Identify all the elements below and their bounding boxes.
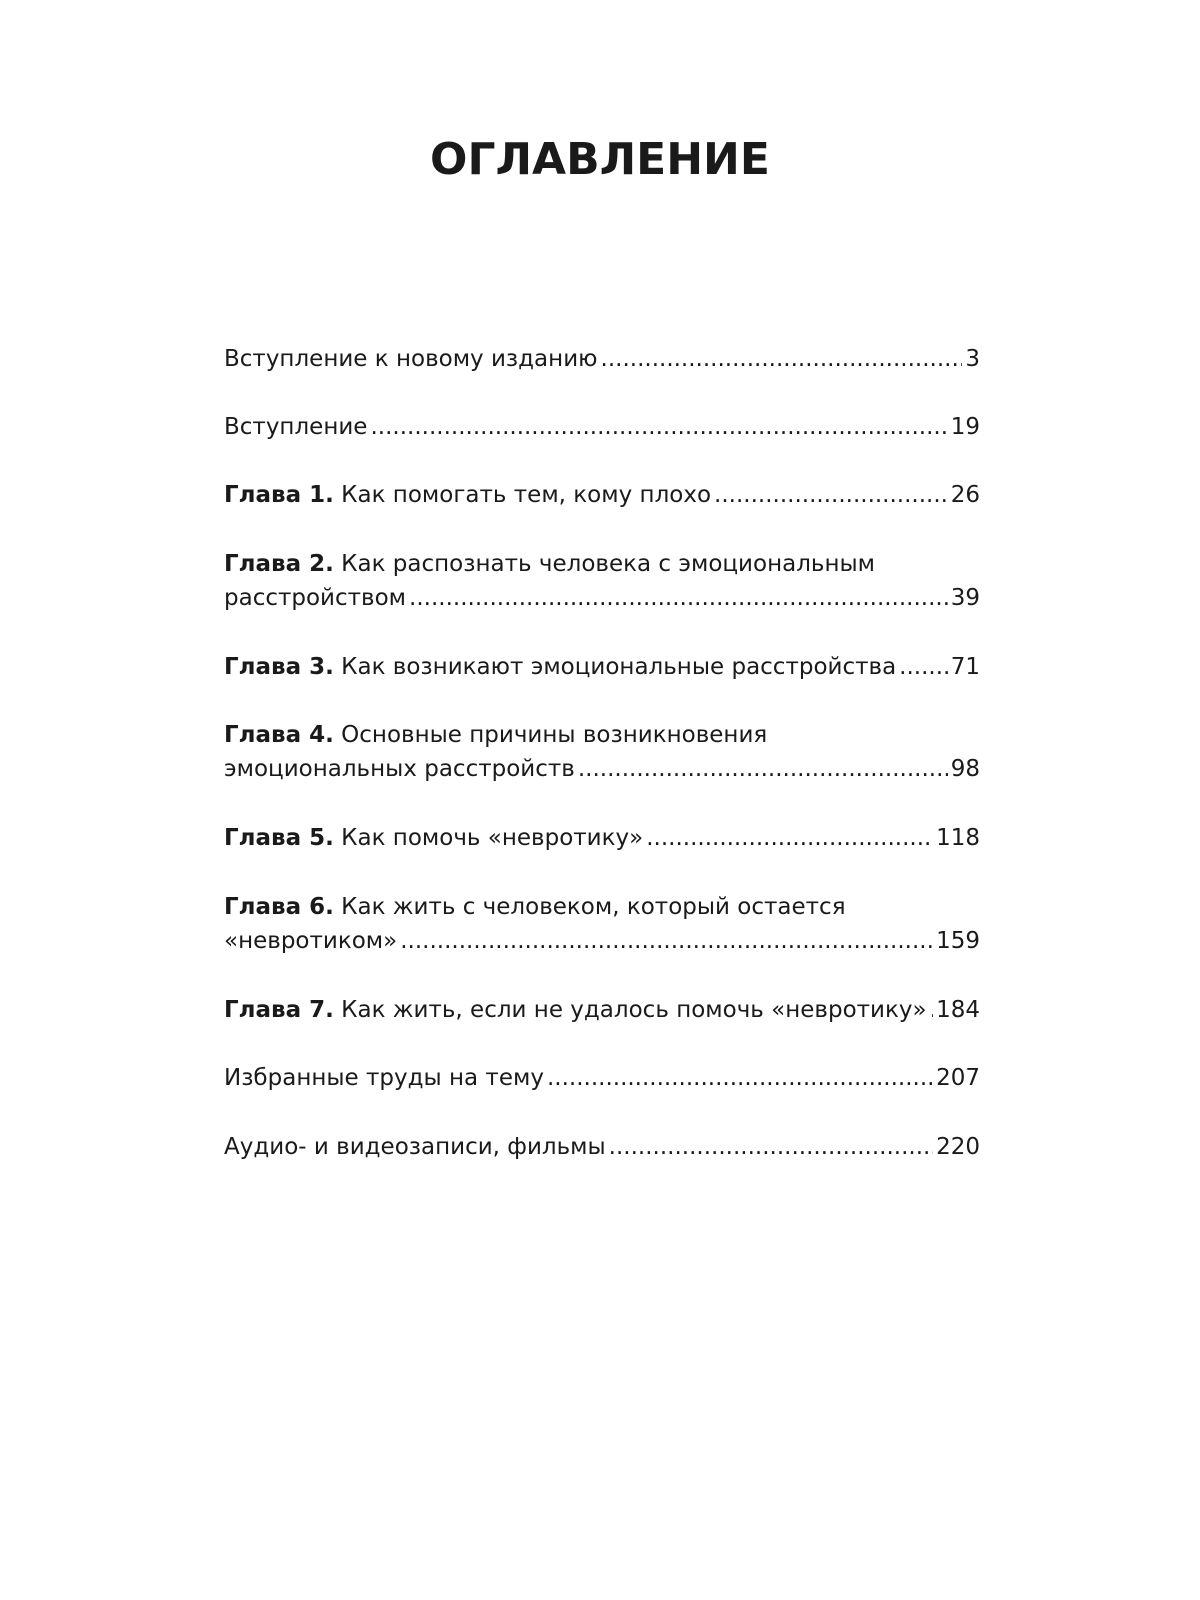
toc-entry-page: 220 bbox=[936, 1134, 980, 1160]
toc-entry-title: Аудио- и видеозаписи, фильмы bbox=[224, 1134, 606, 1160]
toc-entry-title: Как возникают эмоциональные расстройства bbox=[341, 654, 897, 680]
toc-entry-page: 19 bbox=[950, 414, 980, 440]
toc-entry-chapter-6[interactable] bbox=[224, 890, 980, 958]
toc-entry-title-line2: «невротиком» bbox=[224, 928, 398, 954]
toc-entry-page: 118 bbox=[936, 825, 980, 851]
toc-entry-chapter-2[interactable] bbox=[224, 547, 980, 615]
toc-entry-page: 71 bbox=[950, 654, 980, 680]
toc-entry-intro[interactable] bbox=[224, 410, 980, 444]
toc-entry-page: 3 bbox=[965, 346, 980, 372]
dot-leader bbox=[400, 924, 933, 958]
page-title: ОГЛАВЛЕНИЕ bbox=[430, 134, 770, 185]
dot-leader bbox=[930, 993, 934, 1027]
toc-chapter-label: Глава 1. bbox=[224, 482, 334, 508]
toc-entry-title: Как помочь «невротику» bbox=[341, 825, 644, 851]
toc-chapter-label: Глава 6. bbox=[224, 894, 334, 920]
toc-entry-chapter-3[interactable] bbox=[224, 650, 980, 684]
toc-entry-title-line1: Основные причины возникновения bbox=[341, 722, 768, 748]
toc-entry-title: Как жить, если не удалось помочь «невротику» bbox=[341, 997, 927, 1023]
toc-entry-page: 207 bbox=[936, 1065, 980, 1091]
toc-entry-page: 39 bbox=[950, 585, 980, 611]
toc-chapter-label: Глава 7. bbox=[224, 997, 334, 1023]
dot-leader bbox=[714, 478, 948, 512]
dot-leader bbox=[601, 342, 963, 376]
toc-entry-page: 26 bbox=[950, 482, 980, 508]
toc-entry-title-line1: Как распознать человека с эмоциональным bbox=[341, 551, 876, 577]
toc-entry-selected-works[interactable] bbox=[224, 1061, 980, 1095]
dot-leader bbox=[578, 752, 948, 786]
toc-entry-chapter-4[interactable] bbox=[224, 718, 980, 786]
dot-leader bbox=[899, 650, 948, 684]
toc-entry-title: Вступление bbox=[224, 414, 368, 440]
toc-entry-title-line2: расстройством bbox=[224, 585, 407, 611]
toc-entry-title: Избранные труды на тему bbox=[224, 1065, 544, 1091]
toc-entry-audio-video[interactable] bbox=[224, 1130, 980, 1164]
toc-entry-title: Как помогать тем, кому плохо bbox=[341, 482, 712, 508]
toc-entry-title-line1: Как жить с человеком, который остается bbox=[341, 894, 846, 920]
toc-entry-chapter-1[interactable] bbox=[224, 478, 980, 512]
toc-chapter-label: Глава 3. bbox=[224, 654, 334, 680]
toc-chapter-label: Глава 5. bbox=[224, 825, 334, 851]
dot-leader bbox=[370, 410, 947, 444]
toc-entry-chapter-7[interactable] bbox=[224, 993, 980, 1027]
dot-leader bbox=[646, 821, 933, 855]
toc-chapter-label: Глава 2. bbox=[224, 551, 334, 577]
toc-entry-chapter-5[interactable] bbox=[224, 821, 980, 855]
toc-entry-page: 159 bbox=[936, 928, 980, 954]
toc-entry-page: 184 bbox=[936, 997, 980, 1023]
toc-entry-title-line2: эмоциональных расстройств bbox=[224, 756, 575, 782]
dot-leader bbox=[409, 581, 948, 615]
dot-leader bbox=[547, 1061, 933, 1095]
toc-entry-intro-new-edition[interactable] bbox=[224, 342, 980, 376]
dot-leader bbox=[609, 1130, 933, 1164]
toc-chapter-label: Глава 4. bbox=[224, 722, 334, 748]
toc-entry-title: Вступление к новому изданию bbox=[224, 346, 598, 372]
toc-entry-page: 98 bbox=[950, 756, 980, 782]
